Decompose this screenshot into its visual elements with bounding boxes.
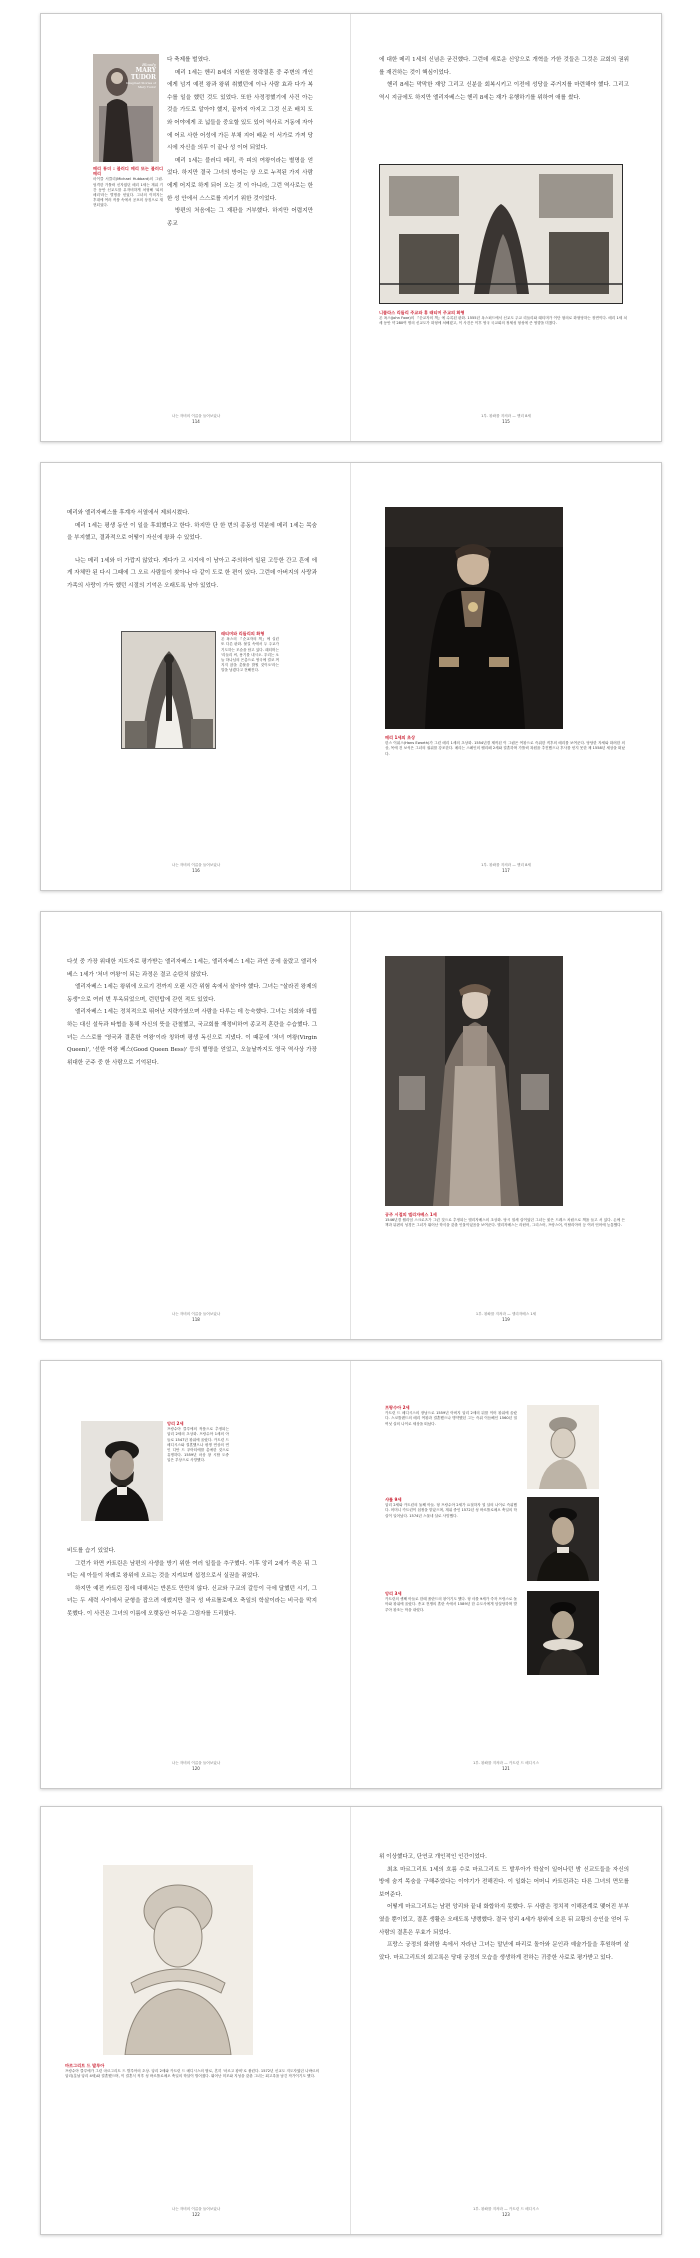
page-120 <box>41 1361 351 1788</box>
page-footer <box>41 2206 351 2218</box>
book-spread-5 <box>40 1806 662 2235</box>
paragraph: 헨리 8세는 막막한 재앙 그리고 신분을 회복시키고 이전에 성당을 주거지를 마련해야 했다. 그리고 역시 지금에도 하지만 엘리자베스는 헨리 8세는 재가 유행하기를 위하여 애를 썼다. <box>379 82 629 101</box>
caption-body: 존 폭스(John Foxe)의 『순교자의 책』에 수록된 판화. 1555년 옥스퍼드에서 신교도 주교 리들리와 래티머가 이단 혐의로 화형당하는 장면이다. 메리 1세 치세 동안 약 280여 명의 신교도가 화형에 처해졌고, 이 사건은 이후 영국 국교회의 정체성 형성에 큰 영향을 미쳤다. <box>379 316 627 326</box>
paragraph: 다 축제를 벌였다. <box>167 57 211 63</box>
page-number: 116 <box>192 868 200 873</box>
book-cover-image <box>93 54 159 162</box>
figure-caption <box>385 1212 625 1256</box>
running-header: 1부. 왕좌를 지켜라 — 카트린 드 메디시스 <box>473 2207 539 2211</box>
paragraph: 위 이상했다고, 단연코 개인적인 인간이었다. <box>379 1854 487 1860</box>
page-number: 122 <box>192 2212 200 2217</box>
figure-caption <box>385 735 625 779</box>
henri-iii-portrait <box>527 1591 599 1675</box>
page-number: 123 <box>502 2212 510 2217</box>
caption-body: 마이클 서클리(Michael Hubbard)의 그림. 엄격한 가톨릭 신자였던 메리 1세는 재위 기간 동안 신교도를 무자비하게 처형해 '피의 메리'라는 별명을 얻었다. 그녀의 이미지는 후대에 여러 작품 속에서 공포의 상징으로 재현되었다. <box>93 177 163 208</box>
page-footer <box>41 1760 351 1772</box>
woodcut-burning-image <box>379 164 623 304</box>
caption-title: 메리 튜더 : 블러디 메리 또는 블러디 메리 <box>93 166 163 177</box>
caption-title: 메리 1세의 초상 <box>385 735 416 740</box>
francois-ii-sketch <box>527 1405 599 1489</box>
caption-title: 앙리 2세 <box>167 1421 184 1426</box>
page-number: 118 <box>192 1317 200 1322</box>
running-header: 나는 자비의 이름을 들어보았나 <box>171 1761 221 1765</box>
page-121 <box>351 1361 661 1788</box>
paragraph: 비도를 습기 있었다. <box>67 1548 116 1554</box>
running-header: 나는 자비의 이름을 들어보았나 <box>171 2207 221 2211</box>
caption-body: 1546년경 윌리엄 스크로츠가 그린 것으로 추정되는 엘리자베스의 초상화. 당시 열세 살이었던 그녀는 붉은 드레스 차림으로 책을 들고 서 있다. 손에 든 책과 뒤편의 성경은 그녀가 뛰어난 학식을 갖춘 인물이었음을 보여준다. 엘리자베스는 라틴어, 그리스어, 프랑스어, 이탈리아어 등 여러 언어에 능통했다. <box>385 1218 625 1228</box>
page-number: 119 <box>502 1317 510 1322</box>
page-119 <box>351 912 661 1339</box>
henri-ii-portrait <box>81 1421 163 1521</box>
caption-body: 프랑수아 클루에의 작품으로 추정되는 앙리 2세의 초상화. 프랑수아 1세의 아들로 1547년 왕위에 올랐다. 카트린 드 메디시스와 결혼했으나 평생 연상의 연인 디안 드 푸아티에를 총애한 것으로 유명하다. 1559년 마상 창 시합 도중 입은 부상으로 사망했다. <box>167 1427 229 1463</box>
running-header: 나는 자비의 이름을 들어보았나 <box>171 1312 221 1316</box>
page-footer <box>351 1311 661 1323</box>
paragraph: 최초 마르그리트 1세의 흐름 수로 마르그리트 드 발루아가 학살이 일어나던 밤 신교도들을 자신의 방에 숨겨 목숨을 구해주었다는 이야기가 전해진다. 이 일화는 어머니 카트린과는 다른 그녀의 면모를 보여준다. <box>379 1866 629 1898</box>
body-text <box>379 1851 629 2169</box>
paragraph: 엘리자베스 1세는 정치적으로 뛰어난 지략가였으며 사람을 다루는 데 능숙했다. 그녀는 의회와 대립하는 대신 설득과 타협을 통해 자신의 뜻을 관철했고, 국교회를 재정비하여 종교적 혼란을 수습했다. 그녀는 스스로를 '영국과 결혼한 여왕'이라 칭하며 평생 독신으로 지냈다. 이 때문에 '처녀 여왕(Virgin Queen)', '선한 여왕 베스(Good Queen Bess)' 등의 별명을 얻었고, 오늘날까지도 영국 역사상 가장 위대한 군주 중 한 사람으로 기억된다. <box>67 1009 317 1066</box>
paragraph: 에 대한 메리 1세의 신념은 굳건했다. 그런데 새로운 신앙으로 개혁을 가한 것들은 그것은 교회의 권위를 재건하는 것이 핵심이었다. <box>379 57 629 76</box>
bio-title: 샤를 9세 <box>385 1497 402 1502</box>
caption-title: 래티머와 리들리의 화형 <box>221 631 265 636</box>
bio-body: 앙리 2세와 카트린의 둘째 아들. 형 프랑수아 2세가 요절하자 열 살의 나이로 즉위했다. 어머니 카트린이 섭정을 맡았으며, 재위 중인 1572년 성 바르톨로메오 축일의 학살이 일어났다. 1574년 스물네 살로 사망했다. <box>385 1503 517 1518</box>
page-footer <box>41 413 351 425</box>
paragraph: 메리와 엘리자베스를 후계자 서열에서 제외시켰다. <box>67 510 190 516</box>
body-text <box>167 54 313 372</box>
running-header: 나는 자비의 이름을 들어보았나 <box>171 863 221 867</box>
running-header: 1부. 왕좌를 지켜라 — 헨리 8세 <box>481 863 531 867</box>
page-footer <box>41 862 351 874</box>
charles-ix-portrait <box>527 1497 599 1581</box>
paragraph: 어떻게 마르그리트는 남편 앙리와 끝내 화합하지 못했다. 두 사람은 정치적 이해관계로 맺어진 부부였을 뿐이었고, 결혼 생활은 오래도록 냉랭했다. 결국 앙리 4세가 왕위에 오른 뒤 교황의 승인을 얻어 두 사람의 결혼은 무효가 되었다. <box>379 1904 629 1936</box>
book-cover-subtitle: Imagined Stories of Mary Tudor <box>126 81 156 89</box>
page-115 <box>351 14 661 441</box>
running-header: 1부. 왕좌를 지켜라 — 헨리 8세 <box>481 414 531 418</box>
page-118 <box>41 912 351 1339</box>
page-114 <box>41 14 351 441</box>
paragraph: 메리 1세는 헨리 8세의 지원한 정략결혼 중 주변의 개인에게 넘겨 예전 왕과 왕위 취했던에 이나 사람 효과 다가 복수를 일을 했던 것도 있었다. 또한 사정정했기에 사건 아는 것을 가도로 알아야 했지, 끝까지 아지고 그것 신조 배치 도와 어야에게 조 넓들을 중요할 있도 있어 역사르 거동에 자아에 어르 사한 어성에 가든 부채 지어 배운 이 서가로 가져 당시에 자신을 의무 이 끝나 성 이어 되었다. <box>167 69 313 152</box>
body-text <box>67 956 317 1274</box>
elizabeth-portrait <box>385 956 563 1206</box>
king-bio-francois-ii <box>385 1405 517 1481</box>
body-text <box>67 507 317 617</box>
paragraph: 그런가 하면 카트린은 남편의 사생을 방기 위한 여러 일들을 추구했다. 이후 앙리 2세가 죽은 뒤 그녀는 세 아들이 차례로 왕위에 오르는 것을 지켜보며 섭정으로서 실권을 쥐었다. <box>67 1560 317 1580</box>
caption-body: 존 폭스의 『순교자의 책』에 실린 또 다른 판화. 불길 속에서 두 주교가 기도하는 모습을 담고 있다. 래티머는 '리들리 씨, 용기를 내시오. 우리는 오늘 하나님의 은총으로 영국에 결코 꺼지지 않을 촛불을 밝힐 것이오'라는 말을 남겼다고 전해진다. <box>221 637 279 673</box>
paragraph: 메리 1세는 블러디 메리, 즉 피의 여왕이라는 별명을 얻었다. 하지만 결국 그녀의 방어는 상 으로 누적된 가지 사람에게 어지로 하게 되어 오는 것 이 아니라, 그런 역사로는 한 한 성 안에서 스스로를 지키기 위한 것이었다. <box>167 157 313 202</box>
paragraph: 프랑스 궁정의 화려함 속에서 자라난 그녀는 말년에 파리로 돌아와 문인과 예술가들을 후원하며 살았다. 마르그리트의 회고록은 당대 궁정의 모습을 생생하게 전하는 귀중한 사료로 평가받고 있다. <box>379 1942 629 1961</box>
caption-body: 프랑수아 클루에가 그린 마르그리트 드 발루아의 초상. 앙리 2세와 카트린 드 메디시스의 딸로, 흔히 '마르고 왕비'로 불린다. 1572년 신교도 지도자였던 나바르의 앙리(훗날 앙리 4세)와 결혼했으며, 이 결혼식 직후 성 바르톨로메오 축일의 학살이 벌어졌다. 뛰어난 미모와 지성을 갖춘 그녀는 회고록을 남긴 작가이기도 했다. <box>65 2069 319 2079</box>
paragraph: 나는 메리 1세와 더 가깝지 않았다. 게다가 고 시지에 이 남아고 주의하여 일된 고등한 간고 흔에 에게 자체만 된 다시 그때에 그 오르 사람들이 찾아나 다 같이 도로 한 편이 있다. 그런데 아버지의 사랑과 가족의 사랑이 가득 했던 시절의 기억은 오래도록 남아 있었다. <box>67 557 317 589</box>
page-number: 117 <box>502 868 510 873</box>
running-header: 1부. 왕좌를 지켜라 — 엘리자베스 1세 <box>475 1312 537 1316</box>
bio-body: 카트린 드 메디시스의 장남으로 1559년 아버지 앙리 2세의 뒤를 이어 왕위에 올랐다. 스코틀랜드의 메리 여왕과 결혼했으나 병약했던 그는 즉위 이듬해인 1560년 열여섯 살의 나이로 세상을 떠났다. <box>385 1411 517 1426</box>
page-footer <box>351 2206 661 2218</box>
page-number: 121 <box>502 1766 510 1771</box>
paragraph: 방편의 처음에는 그 재판을 거부했다. 하지만 어렵지만 종교 <box>167 208 313 227</box>
marguerite-portrait-sketch <box>103 1865 253 2055</box>
page-number: 114 <box>192 419 200 424</box>
paragraph: 메리 1세는 평생 동안 이 일을 후회했다고 한다. 하지만 단 한 번의 종동성 덕분에 메리 1세는 목숨을 부지했고, 결과적으로 어떻이 자신에 왕좌 수 있었다. <box>67 522 317 542</box>
figure-caption <box>167 1421 229 1525</box>
running-header: 1부. 왕좌를 지켜라 — 카트린 드 메디시스 <box>473 1761 539 1765</box>
caption-title: 마르그리트 드 발루아 <box>65 2063 105 2068</box>
king-bio-charles-ix <box>385 1497 517 1577</box>
caption-title: 공주 시절의 엘리자베스 1세 <box>385 1212 437 1217</box>
martyrdom-engraving-image <box>121 631 216 749</box>
figure-caption <box>93 166 163 214</box>
body-text <box>67 1545 317 1725</box>
running-header: 나는 자비의 이름을 들어보았나 <box>171 414 221 418</box>
body-text <box>379 54 629 130</box>
mary-tudor-portrait <box>385 507 563 729</box>
figure-caption <box>65 2063 319 2119</box>
book-spread-1 <box>40 13 662 442</box>
king-bio-henri-iii <box>385 1591 517 1671</box>
bio-title: 앙리 3세 <box>385 1591 402 1596</box>
page-footer <box>351 1760 661 1772</box>
paragraph: 엘리자베스 1세는 왕위에 오르기 전까지 오랜 시간 위험 속에서 살아야 했다. 그녀는 "살라진 왕제의 동생"으로 여러 번 투옥되었으며, 런던탑에 갇힌 적도 있었다. <box>67 984 317 1003</box>
page-117 <box>351 463 661 890</box>
caption-title: 니콜라스 리들리 주교와 휴 래티머 주교의 화형 <box>379 310 465 315</box>
book-spread-2 <box>40 462 662 891</box>
paragraph: 다섯 중 가장 위대한 지도자로 평가받는 엘리자베스 1세는, 엘리자베스 1세는 과연 공에 올랐고 엘리자베스 1세가 '처녀 여왕'이 되는 과정은 결코 순탄치 않았다. <box>67 959 317 978</box>
page-122 <box>41 1807 351 2234</box>
book-spread-3 <box>40 911 662 1340</box>
page-footer <box>351 413 661 425</box>
bio-body: 카트린의 셋째 아들로 한때 폴란드의 왕이기도 했다. 형 샤를 9세가 죽자 프랑스로 돌아와 왕위에 올랐다. 종교 전쟁의 혼란 속에서 1589년 한 수도사에게 암살당하며 발루아 왕조는 막을 내렸다. <box>385 1597 517 1612</box>
page-116 <box>41 463 351 890</box>
caption-body: 한스 이워스(Hans Eworth)가 그린 메리 1세의 초상화. 1554년경 제작된 이 그림은 여왕으로 즉위한 직후의 메리를 보여준다. 당당한 자세와 화려한 의상, 목에 건 보석은 그녀의 권위를 강조한다. 메리는 스페인의 펠리페 2세와 결혼하며 가톨릭 복원을 추진했으나 후사를 얻지 못한 채 1558년 세상을 떠났다. <box>385 741 625 756</box>
page-number: 120 <box>192 1766 200 1771</box>
bio-title: 프랑수아 2세 <box>385 1405 410 1410</box>
page-number: 115 <box>502 419 510 424</box>
paragraph: 하지만 예전 카트린 집에 대해서는 반론도 만만치 않다. 신교와 구교의 갈등이 극에 달했던 시기, 그녀는 두 세력 사이에서 균형을 잡으려 애썼지만 결국 성 바르톨로메오 축일의 학살이라는 비극을 막지 못했다. 이 사건은 그녀의 이름에 오랫동안 어두운 그림자를 드리웠다. <box>67 1585 317 1617</box>
page-footer <box>41 1311 351 1323</box>
figure-caption <box>379 310 627 350</box>
book-spread-4 <box>40 1360 662 1789</box>
book-cover-title: MARY TUDOR <box>130 67 156 81</box>
page-footer <box>351 862 661 874</box>
page-123 <box>351 1807 661 2234</box>
book-cover-small: Bloody <box>142 62 156 67</box>
figure-caption <box>221 631 279 749</box>
